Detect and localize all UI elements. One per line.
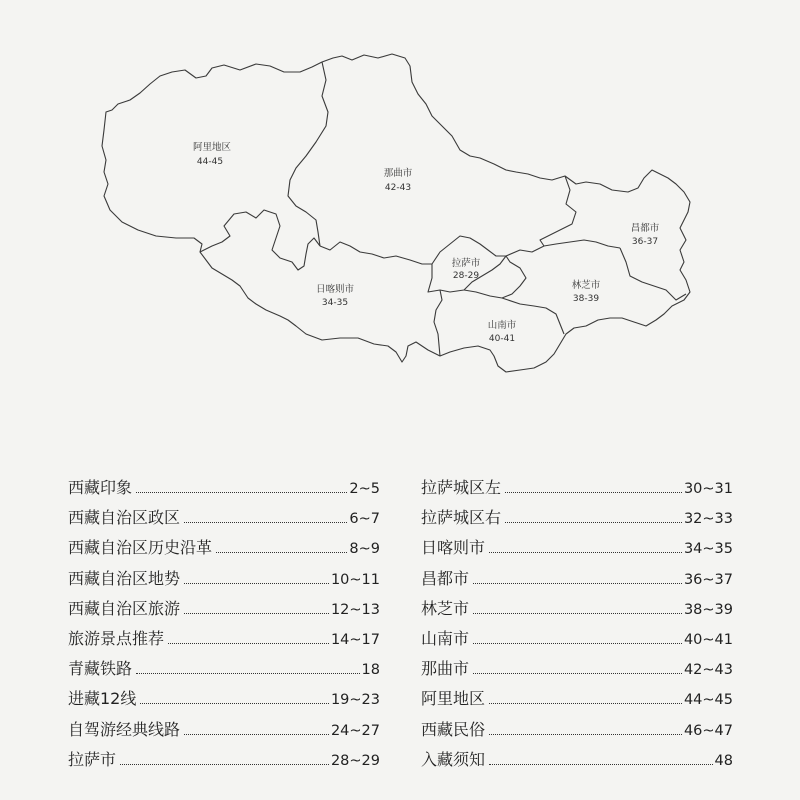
toc-page: 12~13 bbox=[330, 601, 380, 618]
toc-page: 8~9 bbox=[349, 541, 380, 558]
toc-page: 32~33 bbox=[683, 511, 733, 528]
toc-entry[interactable] bbox=[68, 750, 380, 780]
dot-leader bbox=[489, 702, 682, 704]
toc-entry[interactable] bbox=[421, 689, 733, 719]
toc-page: 24~27 bbox=[330, 722, 380, 739]
region-label-lasa: 拉萨市 bbox=[451, 258, 481, 269]
region-pages-shannan: 40-41 bbox=[488, 334, 516, 344]
toc-entry[interactable] bbox=[421, 720, 733, 750]
dot-leader bbox=[489, 763, 713, 765]
dot-leader bbox=[184, 521, 347, 523]
toc-page: 19~23 bbox=[330, 692, 380, 709]
toc-title: 林芝市 bbox=[421, 598, 470, 618]
dot-leader bbox=[473, 582, 682, 584]
toc-entry[interactable] bbox=[68, 599, 380, 629]
toc-page: 48 bbox=[714, 752, 733, 769]
toc-page: 44~45 bbox=[683, 692, 733, 709]
toc-entry[interactable] bbox=[421, 508, 733, 538]
toc-entry[interactable] bbox=[68, 659, 380, 689]
region-pages-rikaze: 34-35 bbox=[321, 298, 349, 308]
region-pages-naqu: 42-43 bbox=[384, 183, 412, 193]
toc-page: 46~47 bbox=[683, 722, 733, 739]
toc-title: 那曲市 bbox=[421, 659, 470, 679]
outer-boundary bbox=[102, 54, 690, 372]
region-label-naqu: 那曲市 bbox=[383, 168, 413, 179]
toc-entry[interactable] bbox=[421, 478, 733, 508]
dot-leader bbox=[473, 612, 682, 614]
border-ali-naqu bbox=[288, 62, 328, 246]
toc-title: 日喀则市 bbox=[421, 538, 486, 558]
dot-leader bbox=[473, 642, 682, 644]
dot-leader bbox=[473, 672, 682, 674]
border-ali-rikaze bbox=[200, 210, 320, 270]
dot-leader bbox=[489, 551, 682, 553]
toc-page: 10~11 bbox=[330, 571, 380, 588]
toc-title: 自驾游经典线路 bbox=[68, 719, 181, 739]
dot-leader bbox=[136, 491, 347, 493]
toc-title: 青藏铁路 bbox=[68, 659, 133, 679]
toc-title: 拉萨市 bbox=[68, 749, 117, 769]
toc-entry[interactable] bbox=[68, 720, 380, 750]
toc-title: 西藏自治区旅游 bbox=[68, 598, 181, 618]
toc-title: 拉萨城区右 bbox=[421, 508, 502, 528]
toc-entry[interactable] bbox=[421, 569, 733, 599]
border-naqu-rikaze bbox=[320, 242, 432, 264]
region-pages-lasa: 28-29 bbox=[452, 271, 480, 281]
dot-leader bbox=[505, 521, 682, 523]
toc-page: 28~29 bbox=[330, 752, 380, 769]
dot-leader bbox=[216, 551, 347, 553]
toc-title: 西藏自治区政区 bbox=[68, 508, 181, 528]
toc-page: 34~35 bbox=[683, 541, 733, 558]
dot-leader bbox=[489, 733, 682, 735]
region-pages-linzhi: 38-39 bbox=[572, 294, 600, 304]
toc-entry[interactable] bbox=[421, 629, 733, 659]
toc-entry[interactable] bbox=[421, 750, 733, 780]
region-label-rikaze: 日喀则市 bbox=[315, 284, 355, 295]
toc-entry[interactable] bbox=[421, 599, 733, 629]
toc-page: 14~17 bbox=[330, 631, 380, 648]
toc-page: 36~37 bbox=[683, 571, 733, 588]
toc-page: 30~31 bbox=[683, 481, 733, 497]
region-pages-changdu: 36-37 bbox=[631, 237, 659, 247]
toc-title: 拉萨城区左 bbox=[421, 478, 502, 497]
toc-page: 18 bbox=[361, 662, 380, 679]
toc-page: 6~7 bbox=[349, 511, 380, 528]
toc-title: 昌都市 bbox=[421, 568, 470, 588]
dot-leader bbox=[184, 582, 329, 584]
region-label-linzhi: 林芝市 bbox=[571, 280, 601, 291]
toc-right-column bbox=[421, 478, 733, 780]
toc-title: 入藏须知 bbox=[421, 749, 486, 769]
dot-leader bbox=[120, 763, 329, 765]
toc-entry[interactable] bbox=[421, 538, 733, 568]
dot-leader bbox=[140, 702, 329, 704]
region-label-shannan: 山南市 bbox=[487, 320, 517, 331]
toc-title: 西藏自治区地势 bbox=[68, 568, 181, 588]
toc-title: 旅游景点推荐 bbox=[68, 628, 165, 648]
toc-title: 西藏印象 bbox=[68, 478, 133, 497]
dot-leader bbox=[505, 491, 682, 493]
dot-leader bbox=[184, 733, 329, 735]
dot-leader bbox=[136, 672, 360, 674]
border-naqu-east bbox=[506, 240, 620, 256]
toc-entry[interactable] bbox=[421, 659, 733, 689]
toc-title: 西藏民俗 bbox=[421, 719, 486, 739]
toc-page: 42~43 bbox=[683, 662, 733, 679]
toc-entry[interactable] bbox=[68, 629, 380, 659]
toc-page: 2~5 bbox=[349, 481, 380, 497]
region-label-ali: 阿里地区 bbox=[192, 142, 232, 153]
border-changdu bbox=[540, 176, 686, 300]
dot-leader bbox=[184, 612, 329, 614]
toc-entry[interactable] bbox=[68, 538, 380, 568]
region-pages-ali: 44-45 bbox=[196, 157, 224, 167]
toc-page: 38~39 bbox=[683, 601, 733, 618]
toc-title: 山南市 bbox=[421, 628, 470, 648]
toc-page: 40~41 bbox=[683, 631, 733, 648]
region-label-changdu: 昌都市 bbox=[630, 223, 660, 234]
toc-entry[interactable] bbox=[68, 569, 380, 599]
toc-left-column bbox=[68, 478, 380, 780]
toc-title: 进藏12线 bbox=[68, 689, 137, 709]
dot-leader bbox=[168, 642, 329, 644]
toc-title: 阿里地区 bbox=[421, 689, 486, 709]
toc-entry[interactable] bbox=[68, 689, 380, 719]
toc-title: 西藏自治区历史沿革 bbox=[68, 538, 213, 558]
toc-entry[interactable] bbox=[68, 508, 380, 538]
toc-entry[interactable] bbox=[68, 478, 380, 508]
